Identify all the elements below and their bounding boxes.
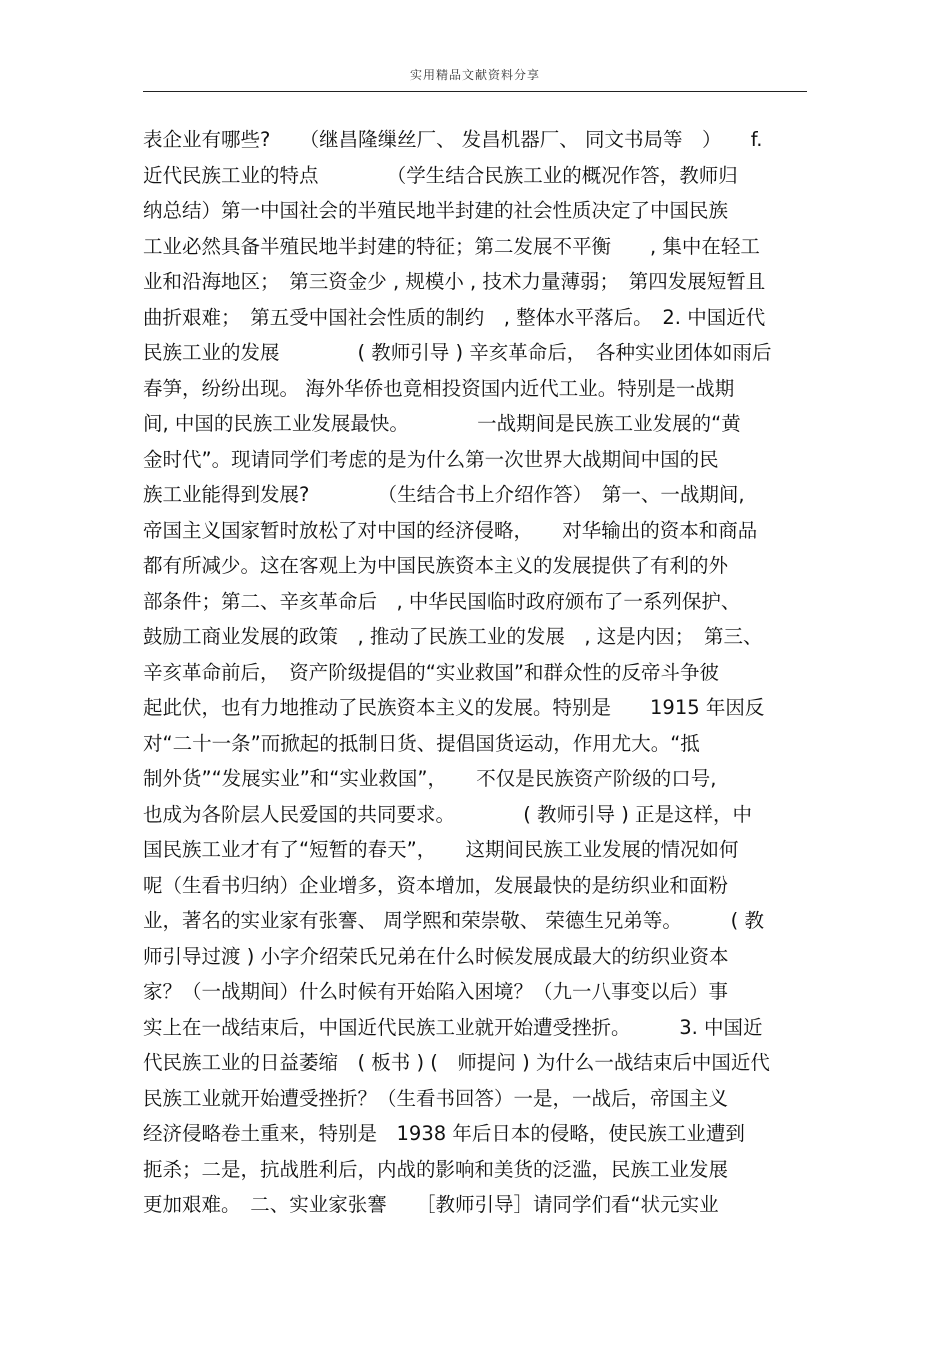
text-line: 国民族工业才有了“短暂的春天”， 这期间民族工业发展的情况如何 bbox=[143, 838, 739, 861]
text-line: 近代民族工业的特点 （学生结合民族工业的概况作答，教师归 bbox=[143, 163, 738, 187]
text-line: 纳总结）第一中国社会的半殖民地半封建的社会性质决定了中国民族 bbox=[143, 199, 729, 222]
text-line: 业和沿海地区； 第三资金少 , 规模小 , 技术力量薄弱； 第四发展短暂且 bbox=[143, 270, 766, 293]
text-line: 实上在一战结束后，中国近代民族工业就开始遭受挫折。 3. 中国近 bbox=[143, 1015, 763, 1039]
text-line: 工业必然具备半殖民地半封建的特征；第二发展不平衡 , 集中在轻工 bbox=[143, 234, 760, 258]
text-line: 经济侵略卷土重来，特别是 1938 年后日本的侵略，使民族工业遭到 bbox=[143, 1122, 745, 1145]
text-line: 间, 中国的民族工业发展最快。 一战期间是民族工业发展的“黄 bbox=[143, 412, 741, 435]
text-line: 师引导过渡 ) 小字介绍荣氏兄弟在什么时候发展成最大的纺织业资本 bbox=[143, 944, 729, 968]
text-line: 部条件；第二、辛亥革命后 , 中华民国临时政府颁布了一系列保护、 bbox=[143, 589, 741, 613]
text-line: 也成为各阶层人民爱国的共同要求。 ( 教师引导 ) 正是这样，中 bbox=[143, 802, 753, 826]
text-line: 辛亥革命前后， 资产阶级提倡的“实业救国”和群众性的反帝斗争彼 bbox=[143, 660, 719, 684]
text-line: 金时代”。现请同学们考虑的是为什么第一次世界大战期间中国的民 bbox=[143, 447, 719, 471]
text-line: 呢（生看书归纳）企业增多，资本增加，发展最快的是纺织业和面粉 bbox=[143, 873, 729, 897]
text-line: 曲折艰难； 第五受中国社会性质的制约 , 整体水平落后。 2. 中国近代 bbox=[143, 305, 766, 329]
text-line: 制外货”“发展实业”和“实业救国”， 不仅是民族资产阶级的口号, bbox=[143, 767, 717, 790]
text-line: 对“二十一条”而掀起的抵制日货、提倡国货运动，作用尤大。“抵 bbox=[143, 731, 700, 755]
header-divider bbox=[143, 91, 807, 92]
text-line: 更加艰难。 二、实业家张謇 ［教师引导］请同学们看“状元实业 bbox=[143, 1193, 719, 1216]
page-header: 实用精品文献资料分享 bbox=[409, 68, 540, 82]
text-line: 起此伏，也有力地推动了民族资本主义的发展。特别是 1915 年因反 bbox=[143, 696, 765, 719]
text-line: 鼓励工商业发展的政策 , 推动了民族工业的发展 , 这是内因； 第三、 bbox=[143, 625, 763, 648]
text-line: 家？（一战期间）什么时候有开始陷入困境？（九一八事变以后）事 bbox=[143, 980, 729, 1003]
text-line: 表企业有哪些? （继昌隆缫丝厂、 发昌机器厂、 同文书局等 ） f. bbox=[143, 128, 763, 151]
text-line: 帝国主义国家暂时放松了对中国的经济侵略， 对华输出的资本和商品 bbox=[143, 518, 758, 542]
text-line: 民族工业就开始遭受挫折？（生看书回答）一是，一战后，帝国主义 bbox=[143, 1086, 729, 1110]
text-line: 民族工业的发展 ( 教师引导 ) 辛亥革命后， 各种实业团体如雨后 bbox=[143, 341, 772, 364]
text-line: 代民族工业的日益萎缩 ( 板书 ) ( 师提问 ) 为什么一战结束后中国近代 bbox=[143, 1051, 770, 1074]
text-line: 族工业能得到发展? （生结合书上介绍作答） 第一、一战期间, bbox=[143, 483, 745, 506]
text-line: 都有所减少。这在客观上为中国民族资本主义的发展提供了有利的外 bbox=[143, 554, 729, 577]
text-line: 春笋，纷纷出现。 海外华侨也竟相投资国内近代工业。特别是一战期 bbox=[143, 376, 735, 400]
document-body bbox=[143, 122, 813, 1223]
text-line: 业，著名的实业家有张謇、 周学熙和荣崇敬、 荣德生兄弟等。 ( 教 bbox=[143, 909, 764, 932]
text-line: 扼杀；二是，抗战胜利后，内战的影响和美货的泛滥，民族工业发展 bbox=[143, 1157, 729, 1181]
